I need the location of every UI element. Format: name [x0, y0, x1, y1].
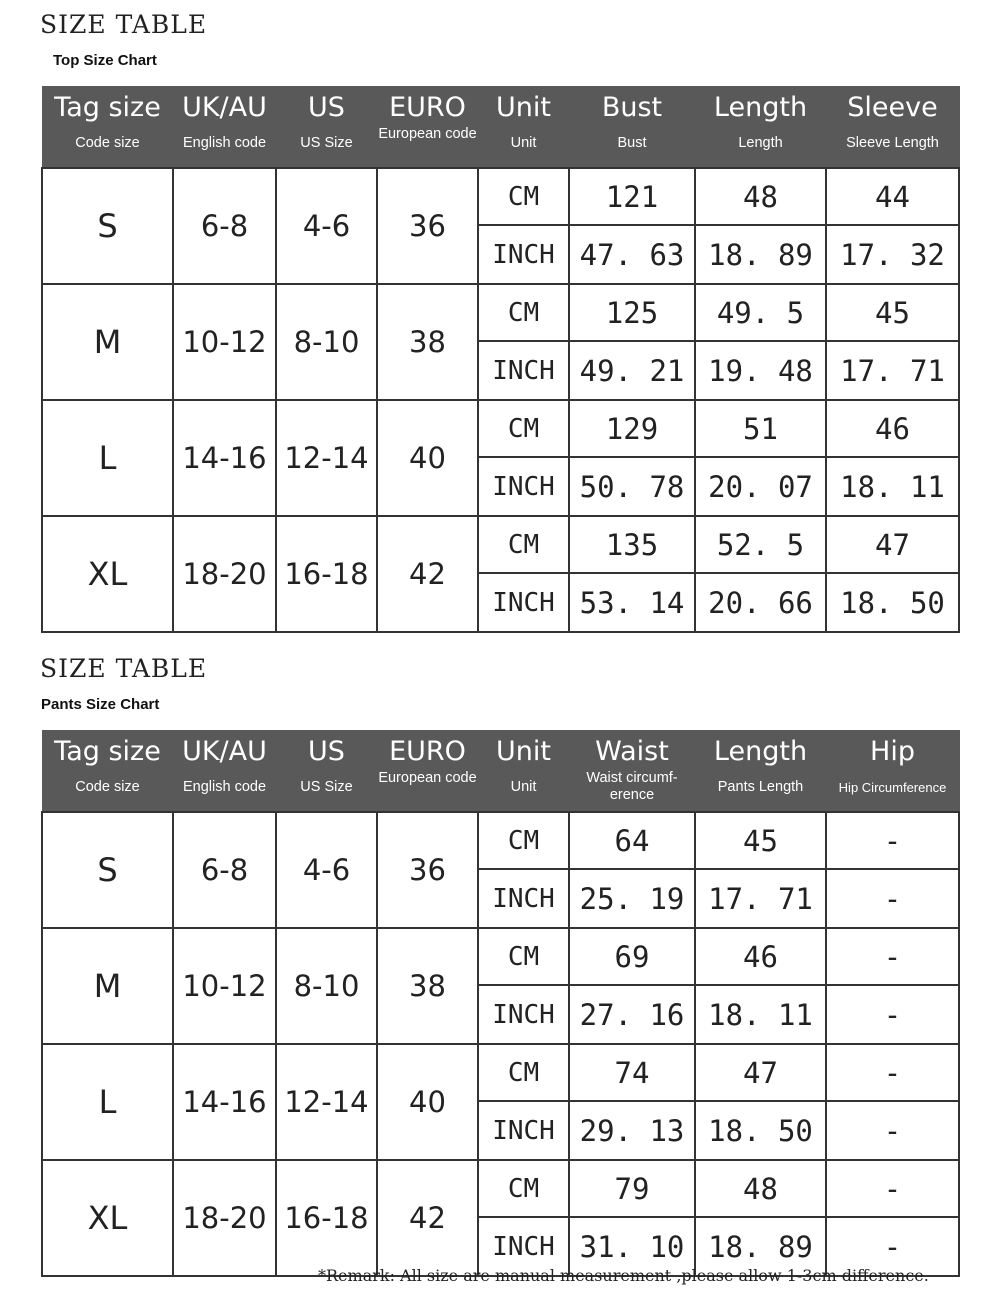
unit-cell: CM: [478, 168, 569, 225]
top-chart-subtitle: Top Size Chart: [53, 52, 157, 69]
unit-cell: INCH: [478, 225, 569, 284]
table-row: [42, 284, 959, 341]
sleeve-cell: 47: [826, 516, 959, 573]
unit-cell: INCH: [478, 1217, 569, 1276]
pants-section-title: SIZE TABLE: [40, 654, 208, 683]
table-row: [42, 1044, 959, 1101]
unit-cell: INCH: [478, 985, 569, 1044]
hip-cell: -: [826, 1101, 959, 1160]
table-row: [42, 812, 959, 869]
header-bust: Bust Bust: [569, 87, 695, 169]
header-uk-au: UK/AU English code: [173, 87, 276, 169]
unit-cell: CM: [478, 1044, 569, 1101]
hip-cell: -: [826, 1160, 959, 1217]
bust-cell: 53. 14: [569, 573, 695, 632]
us-size-cell: 12-14: [276, 400, 377, 516]
euro-size-cell: 42: [377, 1160, 478, 1276]
euro-size-cell: 36: [377, 168, 478, 284]
length-cell: 48: [695, 1160, 826, 1217]
hip-cell: -: [826, 985, 959, 1044]
euro-size-cell: 42: [377, 516, 478, 632]
us-size-cell: 12-14: [276, 1044, 377, 1160]
length-cell: 48: [695, 168, 826, 225]
length-cell: 46: [695, 928, 826, 985]
top-size-table: [41, 86, 960, 633]
tag-size-cell: S: [42, 168, 173, 284]
sleeve-cell: 45: [826, 284, 959, 341]
header-euro: EURO European code: [377, 87, 478, 169]
header-length: Length Pants Length: [695, 731, 826, 813]
us-size-cell: 4-6: [276, 168, 377, 284]
waist-cell: 79: [569, 1160, 695, 1217]
unit-cell: CM: [478, 400, 569, 457]
tag-size-cell: L: [42, 1044, 173, 1160]
header-unit: Unit Unit: [478, 87, 569, 169]
uk-size-cell: 6-8: [173, 168, 276, 284]
header-euro: EURO European code: [377, 731, 478, 813]
hip-cell: -: [826, 1217, 959, 1276]
tag-size-cell: M: [42, 928, 173, 1044]
euro-size-cell: 40: [377, 400, 478, 516]
sleeve-cell: 17. 71: [826, 341, 959, 400]
tag-size-cell: S: [42, 812, 173, 928]
waist-cell: 69: [569, 928, 695, 985]
length-cell: 18. 50: [695, 1101, 826, 1160]
header-length: Length Length: [695, 87, 826, 169]
unit-cell: CM: [478, 516, 569, 573]
waist-cell: 29. 13: [569, 1101, 695, 1160]
table-row: [42, 928, 959, 985]
length-cell: 47: [695, 1044, 826, 1101]
length-cell: 20. 07: [695, 457, 826, 516]
euro-size-cell: 36: [377, 812, 478, 928]
length-cell: 45: [695, 812, 826, 869]
uk-size-cell: 14-16: [173, 400, 276, 516]
unit-cell: CM: [478, 284, 569, 341]
waist-cell: 31. 10: [569, 1217, 695, 1276]
bust-cell: 135: [569, 516, 695, 573]
remark-note: *Remark: All size are manual measurement ,please allow 1-3cm difference.: [318, 1266, 929, 1285]
length-cell: 17. 71: [695, 869, 826, 928]
uk-size-cell: 18-20: [173, 516, 276, 632]
uk-size-cell: 10-12: [173, 284, 276, 400]
header-hip: Hip Hip Circumference: [826, 731, 959, 813]
uk-size-cell: 10-12: [173, 928, 276, 1044]
hip-cell: -: [826, 1044, 959, 1101]
unit-cell: INCH: [478, 457, 569, 516]
unit-cell: CM: [478, 812, 569, 869]
length-cell: 18. 89: [695, 225, 826, 284]
euro-size-cell: 40: [377, 1044, 478, 1160]
bust-cell: 49. 21: [569, 341, 695, 400]
euro-size-cell: 38: [377, 284, 478, 400]
pants-size-table: [41, 730, 960, 1277]
bust-cell: 50. 78: [569, 457, 695, 516]
length-cell: 18. 11: [695, 985, 826, 1044]
us-size-cell: 8-10: [276, 284, 377, 400]
bust-cell: 121: [569, 168, 695, 225]
uk-size-cell: 6-8: [173, 812, 276, 928]
length-cell: 49. 5: [695, 284, 826, 341]
table-row: [42, 168, 959, 225]
length-cell: 52. 5: [695, 516, 826, 573]
header-sleeve: Sleeve Sleeve Length: [826, 87, 959, 169]
length-cell: 19. 48: [695, 341, 826, 400]
header-tag-size: Tag size Code size: [42, 731, 173, 813]
sleeve-cell: 18. 11: [826, 457, 959, 516]
hip-cell: -: [826, 869, 959, 928]
header-waist: Waist Waist circumf- erence: [569, 731, 695, 813]
table-row: [42, 516, 959, 573]
sleeve-cell: 46: [826, 400, 959, 457]
tag-size-cell: XL: [42, 1160, 173, 1276]
table-header-row: [42, 87, 959, 169]
waist-cell: 64: [569, 812, 695, 869]
us-size-cell: 8-10: [276, 928, 377, 1044]
length-cell: 20. 66: [695, 573, 826, 632]
top-section-title: SIZE TABLE: [40, 10, 208, 39]
unit-cell: INCH: [478, 869, 569, 928]
unit-cell: INCH: [478, 341, 569, 400]
table-row: [42, 1160, 959, 1217]
header-tag-size: Tag size Code size: [42, 87, 173, 169]
us-size-cell: 16-18: [276, 1160, 377, 1276]
sleeve-cell: 18. 50: [826, 573, 959, 632]
tag-size-cell: M: [42, 284, 173, 400]
euro-size-cell: 38: [377, 928, 478, 1044]
unit-cell: INCH: [478, 573, 569, 632]
hip-cell: -: [826, 928, 959, 985]
unit-cell: CM: [478, 928, 569, 985]
us-size-cell: 4-6: [276, 812, 377, 928]
table-header-row: [42, 731, 959, 813]
header-unit: Unit Unit: [478, 731, 569, 813]
us-size-cell: 16-18: [276, 516, 377, 632]
length-cell: 18. 89: [695, 1217, 826, 1276]
waist-cell: 74: [569, 1044, 695, 1101]
header-us: US US Size: [276, 87, 377, 169]
sleeve-cell: 44: [826, 168, 959, 225]
waist-cell: 25. 19: [569, 869, 695, 928]
unit-cell: INCH: [478, 1101, 569, 1160]
unit-cell: CM: [478, 1160, 569, 1217]
waist-cell: 27. 16: [569, 985, 695, 1044]
pants-chart-subtitle: Pants Size Chart: [41, 696, 160, 713]
tag-size-cell: L: [42, 400, 173, 516]
bust-cell: 125: [569, 284, 695, 341]
length-cell: 51: [695, 400, 826, 457]
header-us: US US Size: [276, 731, 377, 813]
uk-size-cell: 14-16: [173, 1044, 276, 1160]
bust-cell: 47. 63: [569, 225, 695, 284]
bust-cell: 129: [569, 400, 695, 457]
sleeve-cell: 17. 32: [826, 225, 959, 284]
tag-size-cell: XL: [42, 516, 173, 632]
hip-cell: -: [826, 812, 959, 869]
table-row: [42, 400, 959, 457]
uk-size-cell: 18-20: [173, 1160, 276, 1276]
header-uk-au: UK/AU English code: [173, 731, 276, 813]
